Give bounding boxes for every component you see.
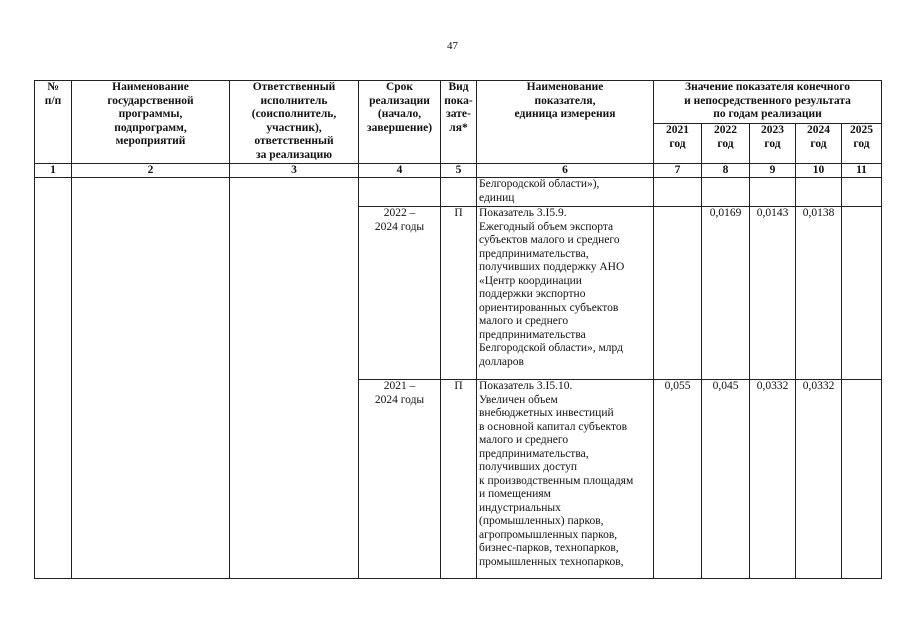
cell-type: П [441,207,477,380]
cell-value-2025 [842,178,882,207]
page-number: 47 [447,40,458,52]
header-year-2022: 2022 год [702,124,750,164]
column-number: 10 [796,164,842,178]
cell-value-2024: 0,0138 [796,207,842,380]
header-year-2021: 2021 год [654,124,702,164]
column-number: 3 [230,164,359,178]
cell-value-2021: 0,055 [654,380,702,579]
cell-indicator: Показатель 3.I5.9. Ежегодный объем экспорта субъектов малого и среднего предпринимательства, получивших поддержку АНО «Центр координации поддержки экспортно ориентированных субъектов малого и среднего предпринимательства Белгородской области», млрд долларов [477,207,654,380]
cell-executor-empty [230,178,359,579]
cell-term [359,178,441,207]
column-number: 8 [702,164,750,178]
cell-value-2024: 0,0332 [796,380,842,579]
header-col-number: № п/п [35,81,72,164]
header-col-type: Вид пока- зате- ля* [441,81,477,164]
header-year-2025: 2025 год [842,124,882,164]
header-row-1 [35,81,882,124]
column-number: 11 [842,164,882,178]
cell-indicator: Белгородской области»), единиц [477,178,654,207]
header-col-indicator: Наименование показателя, единица измерения [477,81,654,164]
cell-program-empty [72,178,230,579]
cell-value-2021 [654,207,702,380]
cell-number-empty [35,178,72,579]
column-number: 5 [441,164,477,178]
cell-term: 2022 – 2024 годы [359,207,441,380]
cell-value-2022: 0,0169 [702,207,750,380]
cell-value-2023: 0,0332 [750,380,796,579]
cell-value-2021 [654,178,702,207]
cell-value-2025 [842,380,882,579]
header-year-2023: 2023 год [750,124,796,164]
cell-value-2022 [702,178,750,207]
column-numbers-row [35,164,882,178]
cell-value-2022: 0,045 [702,380,750,579]
cell-type [441,178,477,207]
column-number: 7 [654,164,702,178]
column-number: 1 [35,164,72,178]
indicators-table [34,80,882,579]
cell-value-2023 [750,178,796,207]
column-number: 9 [750,164,796,178]
cell-type: П [441,380,477,579]
cell-value-2024 [796,178,842,207]
header-values-group: Значение показателя конечного и непосредственного результата по годам реализации [654,81,882,124]
header-year-2024: 2024 год [796,124,842,164]
header-col-executor: Ответственный исполнитель (соисполнитель, участник), ответственный за реализацию [230,81,359,164]
cell-indicator: Показатель 3.I5.10. Увеличен объем внебюджетных инвестиций в основной капитал субъектов малого и среднего предпринимательства, получивших доступ к производственным площадям и помещениям индустриальных (промышленных) парков, агропромышленных парков, бизнес-парков, технопарков, промышленных технопарков, [477,380,654,579]
column-number: 4 [359,164,441,178]
column-number: 6 [477,164,654,178]
cell-term: 2021 – 2024 годы [359,380,441,579]
header-col-program: Наименование государственной программы, подпрограмм, мероприятий [72,81,230,164]
header-col-term: Срок реализации (начало, завершение) [359,81,441,164]
cell-value-2023: 0,0143 [750,207,796,380]
table-row [35,178,882,207]
column-number: 2 [72,164,230,178]
cell-value-2025 [842,207,882,380]
